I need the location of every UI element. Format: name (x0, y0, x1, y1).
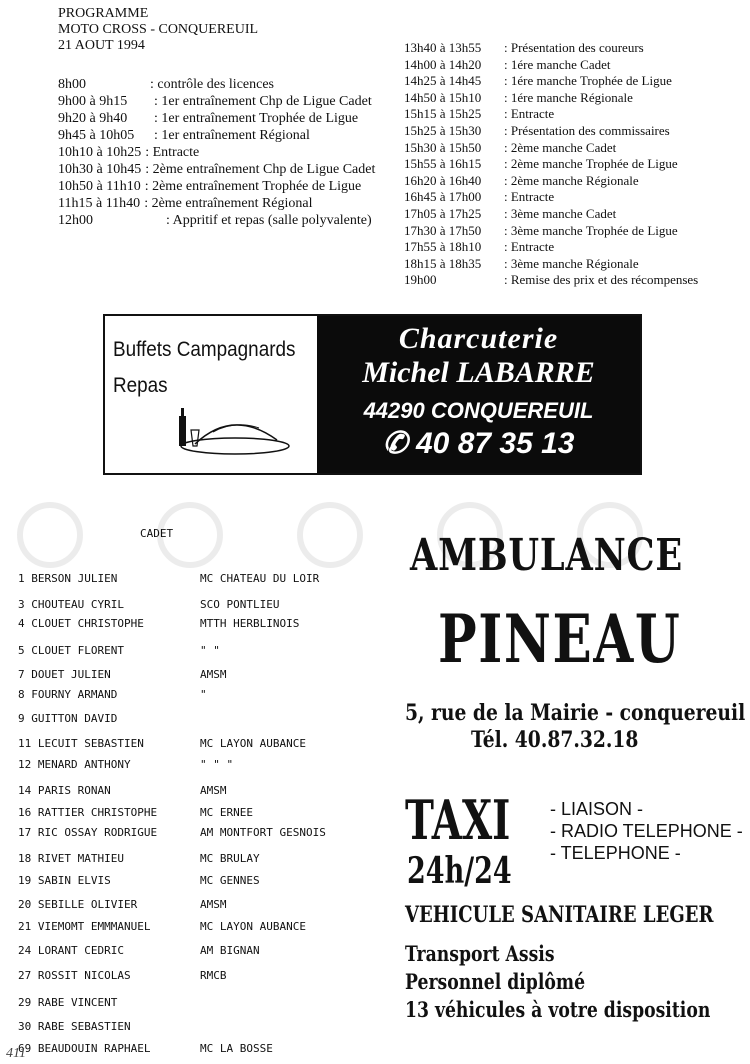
schedule-event: : 3ème manche Régionale (504, 255, 639, 271)
tagline-staff: Personnel diplômé (405, 969, 586, 994)
schedule-event: : 3ème manche Cadet (504, 205, 617, 221)
rider-club: AMSM (200, 668, 227, 681)
rider-name: 9 GUITTON DAVID (18, 712, 118, 725)
schedule-event: : 3ème manche Trophée de Ligue (504, 222, 678, 238)
buffets-text: Buffets Campagnards (113, 338, 296, 361)
morning-schedule (58, 76, 398, 229)
ambulance-taglines (405, 940, 710, 1024)
schedule-time: 17h30 à 17h50 (404, 222, 482, 238)
schedule-time: 12h00 (58, 213, 93, 228)
schedule-time: 15h15 à 15h25 (404, 106, 482, 122)
rider-club: AM MONTFORT GESNOIS (200, 826, 326, 839)
schedule-time: 15h25 à 15h30 (404, 122, 482, 138)
schedule-row (404, 189, 744, 206)
schedule-event: : 2ème manche Cadet (504, 139, 617, 155)
schedule-event: : 2ème manche Régionale (504, 172, 639, 188)
rider-club: RMCB (200, 969, 227, 982)
event-name: MOTO CROSS - CONQUEREUIL (58, 22, 259, 38)
rider-name: 24 LORANT CEDRIC (18, 944, 124, 957)
taxi-hours: 24h/24 (407, 850, 512, 892)
charcuterie-heading: Charcuterie (398, 322, 559, 355)
rider-club: AMSM (200, 898, 227, 911)
rider-club: " " " (200, 758, 234, 771)
schedule-time: 11h15 à 11h40 (58, 196, 141, 211)
rider-club: MC CHATEAU DU LOIR (200, 572, 320, 585)
schedule-event: : 2ème entraînement Trophée de Ligue (144, 179, 362, 194)
cadet-heading: CADET (140, 527, 174, 540)
tagline-transport: Transport Assis (405, 941, 555, 966)
tagline-vehicles: 13 véhicules à votre disposition (405, 997, 711, 1022)
taxi-label: TAXI (405, 788, 511, 852)
event-date: 21 AOUT 1994 (58, 38, 145, 54)
schedule-time: 14h00 à 14h20 (404, 56, 482, 72)
schedule-time: 9h45 à 10h05 (58, 128, 135, 143)
rider-name: 21 VIEMOMT EMMMANUEL (18, 920, 151, 933)
schedule-event: : Présentation des coureurs (504, 40, 644, 55)
schedule-time: 17h55 à 18h10 (404, 239, 482, 255)
schedule-time: 16h45 à 17h00 (404, 189, 482, 205)
schedule-row (404, 223, 744, 240)
schedule-event: : contrôle des licences (150, 77, 275, 92)
butcher-name: Michel LABARRE (362, 356, 595, 389)
rider-club: " (200, 688, 207, 701)
schedule-time: 9h00 à 9h15 (58, 94, 128, 109)
schedule-row (58, 144, 398, 161)
rider-club: AMSM (200, 784, 227, 797)
rider-name: 11 LECUIT SEBASTIEN (18, 737, 144, 750)
schedule-time: 9h20 à 9h40 (58, 111, 128, 126)
schedule-row (404, 173, 744, 190)
labarre-panel (317, 316, 640, 473)
schedule-row (404, 73, 744, 90)
rider-club: SCO PONTLIEU (200, 598, 280, 611)
programme-header (58, 6, 258, 55)
schedule-event: : 1er entraînement Chp de Ligue Cadet (154, 94, 372, 109)
rider-name: 5 CLOUET FLORENT (18, 644, 124, 657)
schedule-time: 14h25 à 14h45 (404, 73, 482, 89)
schedule-row (404, 156, 744, 173)
rider-name: 18 RIVET MATHIEU (18, 852, 124, 865)
buffets-panel (105, 316, 317, 473)
schedule-event: : 1ére manche Trophée de Ligue (504, 73, 672, 89)
rider-name: 12 MENARD ANTHONY (18, 758, 131, 771)
rider-club: MC LA BOSSE (200, 1042, 273, 1055)
schedule-time: 10h50 à 11h10 (58, 179, 141, 194)
schedule-row (404, 90, 744, 107)
schedule-event: : Remise des prix et des récompenses (504, 272, 699, 288)
rider-name: 4 CLOUET CHRISTOPHE (18, 617, 144, 630)
schedule-row (404, 57, 744, 74)
vehicle-label: VEHICULE SANITAIRE LEGER (405, 902, 714, 928)
ambulance-address: 5, rue de la Mairie - conquereuil (405, 700, 746, 726)
pineau-title: PINEAU (438, 600, 682, 678)
rider-club: MC ERNEE (200, 806, 253, 819)
rider-club: " " (200, 644, 220, 657)
schedule-event: : Entracte (145, 145, 200, 160)
schedule-event: : Appritif et repas (salle polyvalente) (166, 213, 372, 228)
schedule-event: : 2ème entraînement Chp de Ligue Cadet (145, 162, 376, 177)
service-item: - LIAISON - (550, 799, 644, 819)
schedule-event: : 1er entraînement Régional (154, 128, 310, 143)
schedule-row (404, 106, 744, 123)
butcher-town: 44290 CONQUEREUIL (363, 398, 594, 423)
schedule-event: : Entracte (504, 189, 555, 205)
rider-name: 1 BERSON JULIEN (18, 572, 118, 585)
schedule-row (58, 110, 398, 127)
rider-name: 20 SEBILLE OLIVIER (18, 898, 138, 911)
rider-club: MC LAYON AUBANCE (200, 920, 306, 933)
rider-name: 17 RIC OSSAY RODRIGUE (18, 826, 158, 839)
afternoon-schedule (404, 40, 744, 289)
schedule-time: 14h50 à 15h10 (404, 89, 482, 105)
schedule-time: 10h10 à 10h25 (58, 145, 142, 160)
schedule-row (404, 206, 744, 223)
schedule-time: 13h40 à 13h55 (404, 40, 482, 55)
schedule-row (404, 40, 744, 57)
schedule-row (404, 239, 744, 256)
rider-club: AM BIGNAN (200, 944, 260, 957)
schedule-event: : 1er entraînement Trophée de Ligue (154, 111, 359, 126)
schedule-row (404, 256, 744, 273)
rider-name: 19 SABIN ELVIS (18, 874, 111, 887)
rider-name: 3 CHOUTEAU CYRIL (18, 598, 124, 611)
schedule-row (58, 93, 398, 110)
schedule-row (58, 127, 398, 144)
ambulance-phone: Tél. 40.87.32.18 (471, 727, 639, 753)
schedule-time: 10h30 à 10h45 (58, 162, 142, 177)
schedule-time: 15h55 à 16h15 (404, 156, 482, 172)
handwritten-page-mark: 411 (6, 1046, 26, 1061)
schedule-row (58, 195, 398, 212)
service-item: - RADIO TELEPHONE - (550, 821, 743, 841)
rider-name: 27 ROSSIT NICOLAS (18, 969, 131, 982)
ambulance-title: AMBULANCE (410, 530, 684, 581)
schedule-row (58, 178, 398, 195)
platter-illustration (173, 398, 293, 458)
schedule-row (58, 161, 398, 178)
schedule-time: 15h30 à 15h50 (404, 139, 482, 155)
schedule-event: : 2ème entraînement Régional (144, 196, 313, 211)
charcuterie-ad (103, 314, 642, 475)
schedule-event: : Présentation des commissaires (504, 122, 670, 138)
rider-name: 16 RATTIER CHRISTOPHE (18, 806, 158, 819)
schedule-row (404, 140, 744, 157)
schedule-event: : 2ème manche Trophée de Ligue (504, 156, 678, 172)
schedule-row (58, 76, 398, 93)
rider-club: MC LAYON AUBANCE (200, 737, 306, 750)
schedule-time: 16h20 à 16h40 (404, 172, 482, 188)
rider-club: MTTH HERBLINOIS (200, 617, 300, 630)
schedule-event: : 1ére manche Régionale (504, 89, 633, 105)
rider-name: 8 FOURNY ARMAND (18, 688, 118, 701)
schedule-row (58, 212, 398, 229)
rider-name: 14 PARIS RONAN (18, 784, 111, 797)
rider-name: 7 DOUET JULIEN (18, 668, 111, 681)
schedule-event: : 1ére manche Cadet (504, 56, 611, 72)
rider-club: MC BRULAY (200, 852, 260, 865)
schedule-event: : Entracte (504, 239, 555, 255)
repas-text: Repas (113, 374, 168, 397)
taxi-services (550, 798, 743, 864)
schedule-time: 19h00 (404, 272, 437, 288)
rider-name: 30 RABE SEBASTIEN (18, 1020, 131, 1033)
schedule-time: 18h15 à 18h35 (404, 255, 482, 271)
rider-name: 29 RABE VINCENT (18, 996, 118, 1009)
schedule-time: 17h05 à 17h25 (404, 205, 482, 221)
schedule-event: : Entracte (504, 106, 555, 122)
programme-title: PROGRAMME (58, 6, 149, 21)
schedule-time: 8h00 (58, 77, 86, 92)
rider-name: 69 BEAUDOUIN RAPHAEL (18, 1042, 151, 1055)
service-item: - TELEPHONE - (550, 843, 681, 863)
schedule-row (404, 123, 744, 140)
rider-club: MC GENNES (200, 874, 260, 887)
schedule-row (404, 272, 744, 289)
butcher-phone: ✆ 40 87 35 13 (382, 427, 575, 460)
